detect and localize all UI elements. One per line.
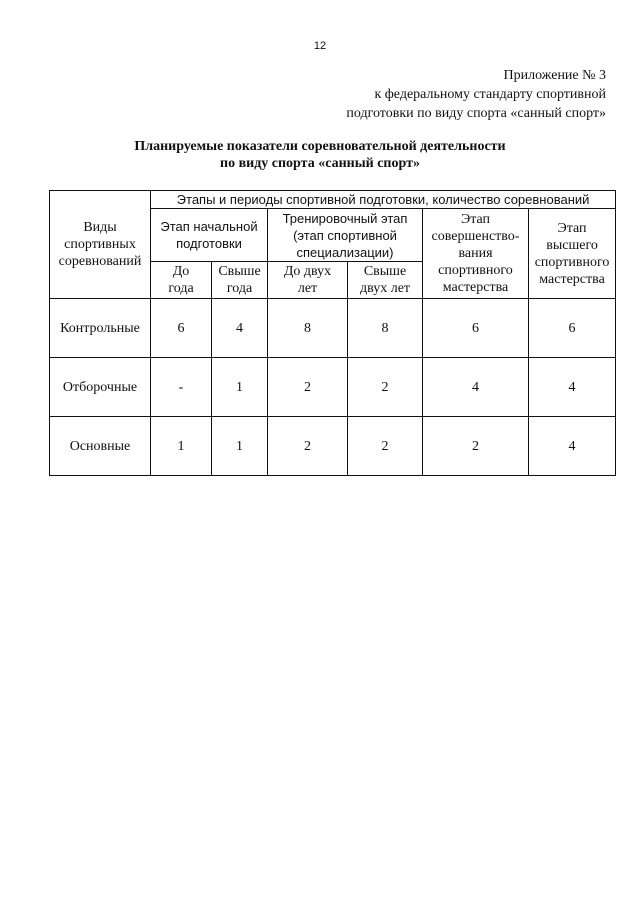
table-cell: 2	[268, 417, 348, 476]
table-row	[50, 299, 616, 358]
table-cell: 8	[268, 299, 348, 358]
table-cell: 2	[423, 417, 529, 476]
document-title	[0, 138, 640, 172]
subheader-initial-up-to-year: До года	[151, 262, 212, 299]
stage-higher-header: Этап высшего спортивного мастерства	[529, 209, 616, 299]
table-cell: 4	[212, 299, 268, 358]
competition-type-header: Виды спортивных соревнований	[50, 191, 151, 299]
table-cell: 2	[268, 358, 348, 417]
appendix-block	[346, 66, 606, 123]
appendix-line-3: подготовки по виду спорта «санный спорт»	[346, 106, 606, 121]
table-cell: 4	[529, 417, 616, 476]
document-title-line-1: Планируемые показатели соревновательной деятельности	[134, 139, 506, 154]
document-title-line-2: по виду спорта «санный спорт»	[220, 156, 420, 171]
subheader-training-up-to-two-years: До двух лет	[268, 262, 348, 299]
table-row	[50, 358, 616, 417]
stage-improvement-header: Этап совершенство- вания спортивного мастерства	[423, 209, 529, 299]
page-number: 12	[313, 40, 327, 52]
table-cell: -	[151, 358, 212, 417]
table-cell: 6	[151, 299, 212, 358]
row-label: Контрольные	[50, 299, 151, 358]
table-cell: 2	[348, 358, 423, 417]
table-header-row-1	[50, 191, 616, 209]
table-cell: 8	[348, 299, 423, 358]
appendix-line-1: Приложение № 3	[503, 68, 606, 83]
table-cell: 2	[348, 417, 423, 476]
stage-initial-header: Этап начальной подготовки	[151, 209, 268, 262]
table-cell: 1	[151, 417, 212, 476]
table-cell: 6	[423, 299, 529, 358]
row-label: Отборочные	[50, 358, 151, 417]
subheader-training-over-two-years: Свыше двух лет	[348, 262, 423, 299]
performance-table	[49, 190, 616, 476]
table-cell: 4	[423, 358, 529, 417]
table-cell: 6	[529, 299, 616, 358]
stage-training-header: Тренировочный этап (этап спортивной специализации)	[268, 209, 423, 262]
table-cell: 1	[212, 358, 268, 417]
appendix-line-2: к федеральному стандарту спортивной	[374, 87, 606, 102]
stages-group-header: Этапы и периоды спортивной подготовки, количество соревнований	[151, 191, 616, 209]
table-cell: 1	[212, 417, 268, 476]
table-cell: 4	[529, 358, 616, 417]
table-row	[50, 417, 616, 476]
subheader-initial-over-year: Свыше года	[212, 262, 268, 299]
row-label: Основные	[50, 417, 151, 476]
